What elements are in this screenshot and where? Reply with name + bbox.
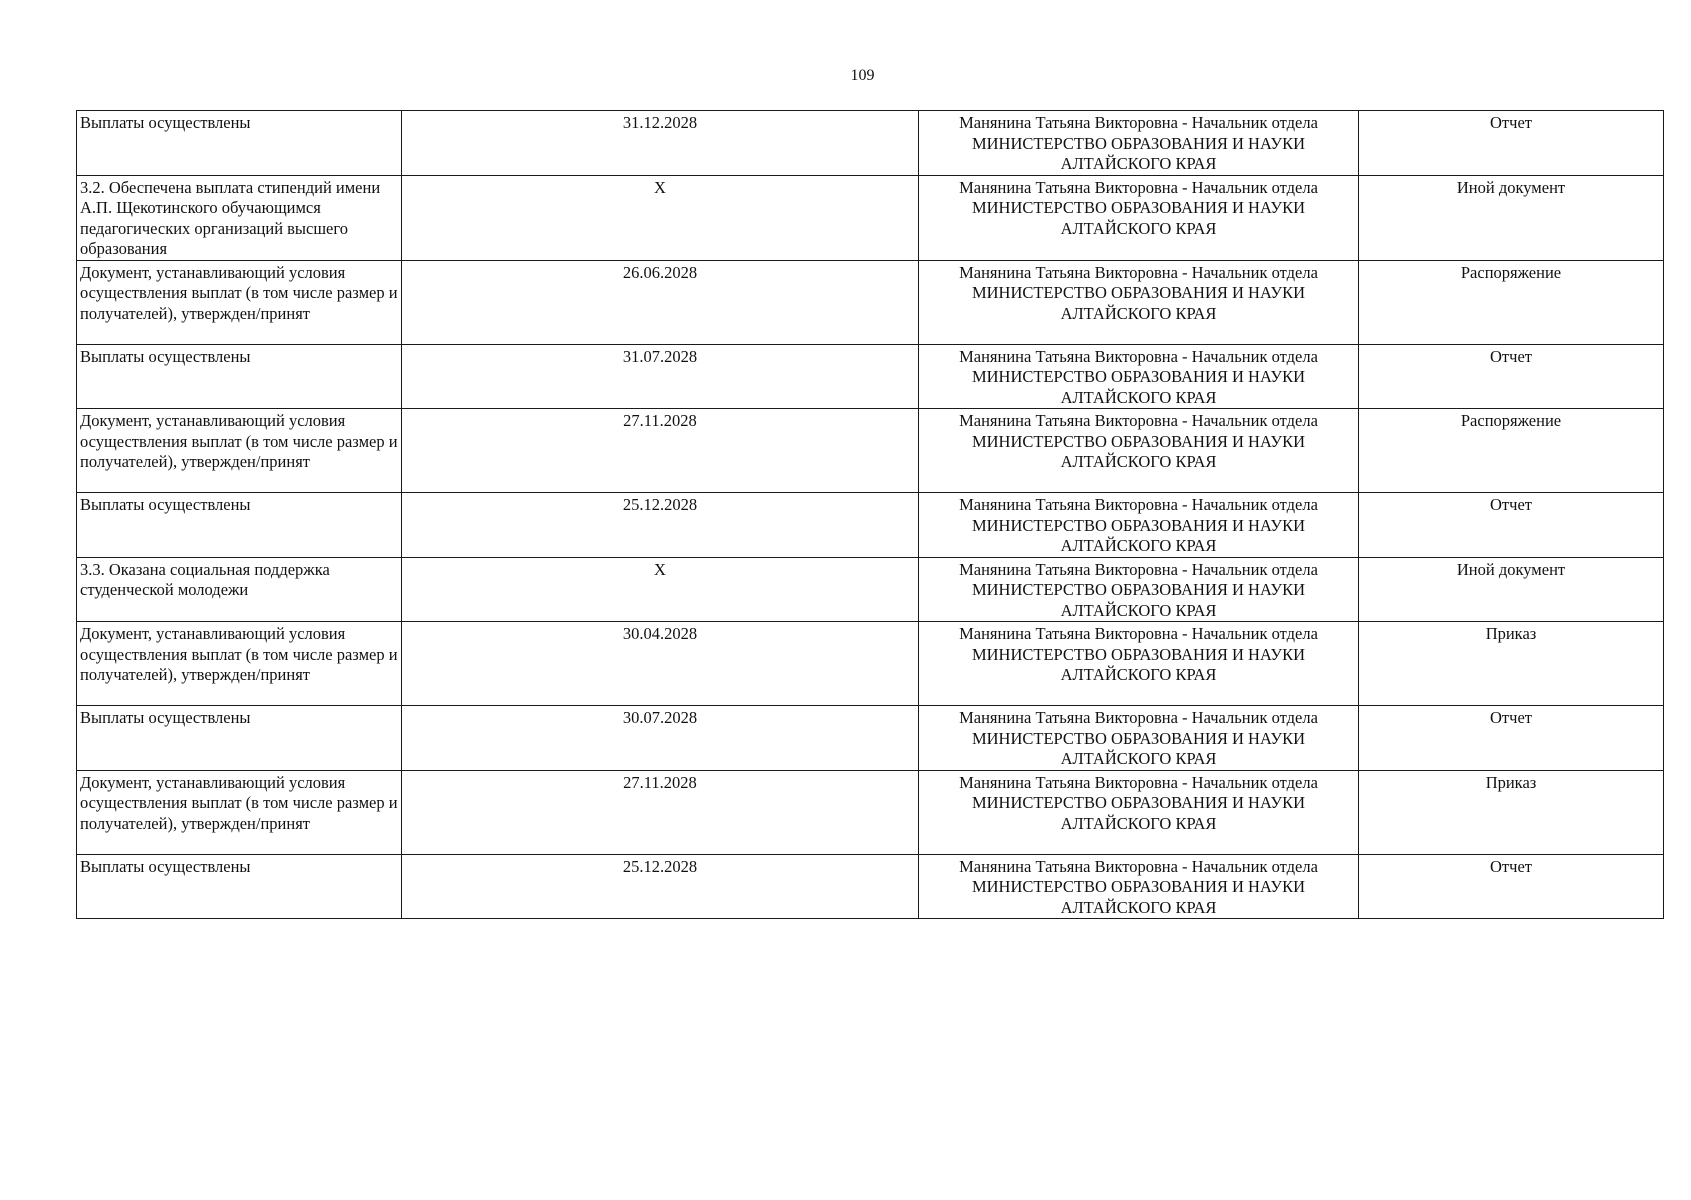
cell-document-type: Отчет — [1359, 706, 1664, 771]
cell-responsible: Манянина Татьяна Викторовна - Начальник отдела МИНИСТЕРСТВО ОБРАЗОВАНИЯ И НАУКИ АЛТАЙСКОГО КРАЯ — [919, 622, 1359, 706]
cell-responsible: Манянина Татьяна Викторовна - Начальник отдела МИНИСТЕРСТВО ОБРАЗОВАНИЯ И НАУКИ АЛТАЙСКОГО КРАЯ — [919, 854, 1359, 919]
control-points-table — [76, 110, 1664, 919]
cell-document-type: Иной документ — [1359, 557, 1664, 622]
cell-responsible: Манянина Татьяна Викторовна - Начальник отдела МИНИСТЕРСТВО ОБРАЗОВАНИЯ И НАУКИ АЛТАЙСКОГО КРАЯ — [919, 493, 1359, 558]
cell-result-name: Документ, устанавливающий условия осуществления выплат (в том числе размер и получателей), утвержден/принят — [77, 622, 402, 706]
cell-document-type: Отчет — [1359, 493, 1664, 558]
page-number: 109 — [850, 67, 875, 84]
table-row — [77, 409, 1664, 493]
table-row — [77, 344, 1664, 409]
cell-result-name: 3.2. Обеспечена выплата стипендий имени А.П. Щекотинского обучающимся педагогических организаций высшего образования — [77, 175, 402, 260]
cell-result-name: Выплаты осуществлены — [77, 854, 402, 919]
cell-document-type: Приказ — [1359, 622, 1664, 706]
cell-deadline: X — [402, 175, 919, 260]
cell-deadline: 25.12.2028 — [402, 493, 919, 558]
table-row — [77, 622, 1664, 706]
table-row — [77, 770, 1664, 854]
cell-result-name: Документ, устанавливающий условия осуществления выплат (в том числе размер и получателей), утвержден/принят — [77, 770, 402, 854]
cell-responsible: Манянина Татьяна Викторовна - Начальник отдела МИНИСТЕРСТВО ОБРАЗОВАНИЯ И НАУКИ АЛТАЙСКОГО КРАЯ — [919, 175, 1359, 260]
cell-result-name: Документ, устанавливающий условия осуществления выплат (в том числе размер и получателей), утвержден/принят — [77, 260, 402, 344]
cell-responsible: Манянина Татьяна Викторовна - Начальник отдела МИНИСТЕРСТВО ОБРАЗОВАНИЯ И НАУКИ АЛТАЙСКОГО КРАЯ — [919, 111, 1359, 176]
cell-result-name: Выплаты осуществлены — [77, 706, 402, 771]
cell-responsible: Манянина Татьяна Викторовна - Начальник отдела МИНИСТЕРСТВО ОБРАЗОВАНИЯ И НАУКИ АЛТАЙСКОГО КРАЯ — [919, 409, 1359, 493]
table-row — [77, 175, 1664, 260]
cell-document-type: Распоряжение — [1359, 409, 1664, 493]
cell-responsible: Манянина Татьяна Викторовна - Начальник отдела МИНИСТЕРСТВО ОБРАЗОВАНИЯ И НАУКИ АЛТАЙСКОГО КРАЯ — [919, 770, 1359, 854]
cell-deadline: 31.07.2028 — [402, 344, 919, 409]
table-row — [77, 111, 1664, 176]
cell-responsible: Манянина Татьяна Викторовна - Начальник отдела МИНИСТЕРСТВО ОБРАЗОВАНИЯ И НАУКИ АЛТАЙСКОГО КРАЯ — [919, 344, 1359, 409]
table-row — [77, 854, 1664, 919]
table-row — [77, 557, 1664, 622]
table-row — [77, 493, 1664, 558]
table-row — [77, 260, 1664, 344]
cell-responsible: Манянина Татьяна Викторовна - Начальник отдела МИНИСТЕРСТВО ОБРАЗОВАНИЯ И НАУКИ АЛТАЙСКОГО КРАЯ — [919, 557, 1359, 622]
table-row — [77, 706, 1664, 771]
cell-deadline: 30.04.2028 — [402, 622, 919, 706]
cell-deadline: 26.06.2028 — [402, 260, 919, 344]
cell-document-type: Иной документ — [1359, 175, 1664, 260]
cell-responsible: Манянина Татьяна Викторовна - Начальник отдела МИНИСТЕРСТВО ОБРАЗОВАНИЯ И НАУКИ АЛТАЙСКОГО КРАЯ — [919, 706, 1359, 771]
cell-deadline: X — [402, 557, 919, 622]
cell-document-type: Приказ — [1359, 770, 1664, 854]
cell-responsible: Манянина Татьяна Викторовна - Начальник отдела МИНИСТЕРСТВО ОБРАЗОВАНИЯ И НАУКИ АЛТАЙСКОГО КРАЯ — [919, 260, 1359, 344]
cell-deadline: 27.11.2028 — [402, 409, 919, 493]
cell-result-name: Документ, устанавливающий условия осуществления выплат (в том числе размер и получателей), утвержден/принят — [77, 409, 402, 493]
cell-deadline: 30.07.2028 — [402, 706, 919, 771]
cell-document-type: Отчет — [1359, 344, 1664, 409]
cell-document-type: Отчет — [1359, 111, 1664, 176]
cell-result-name: Выплаты осуществлены — [77, 493, 402, 558]
cell-result-name: Выплаты осуществлены — [77, 344, 402, 409]
cell-deadline: 27.11.2028 — [402, 770, 919, 854]
cell-deadline: 31.12.2028 — [402, 111, 919, 176]
cell-result-name: Выплаты осуществлены — [77, 111, 402, 176]
cell-document-type: Отчет — [1359, 854, 1664, 919]
cell-document-type: Распоряжение — [1359, 260, 1664, 344]
cell-deadline: 25.12.2028 — [402, 854, 919, 919]
cell-result-name: 3.3. Оказана социальная поддержка студенческой молодежи — [77, 557, 402, 622]
